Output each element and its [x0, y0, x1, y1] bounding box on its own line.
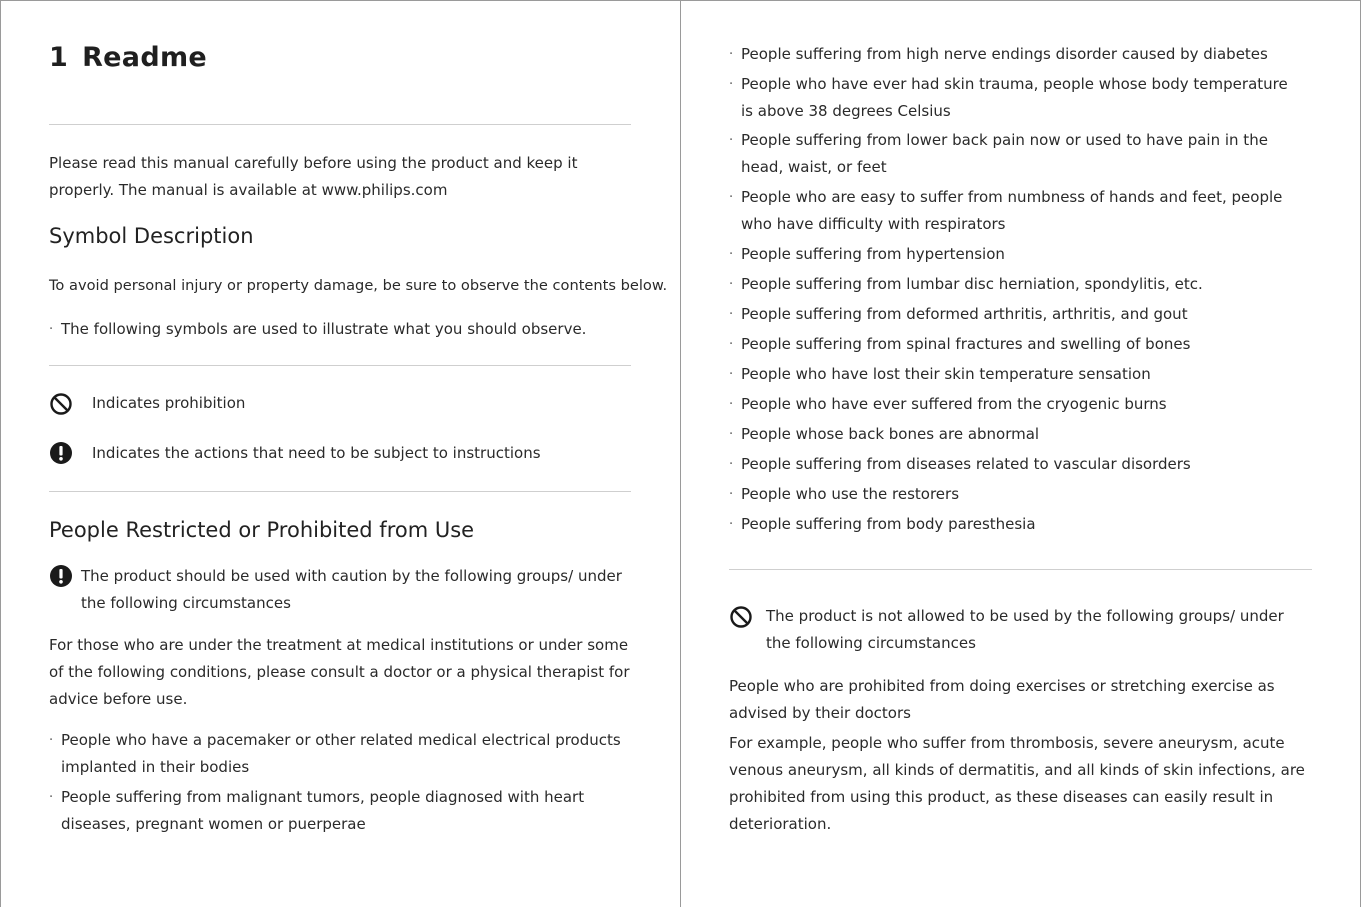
list-item — [729, 127, 1304, 181]
bullet-text: People who have ever had skin trauma, people whose body temperature is above 38 degrees Celsius — [741, 75, 1288, 120]
divider — [49, 491, 631, 492]
instruction-label: Indicates the actions that need to be subject to instructions — [92, 444, 541, 462]
bullet-text: People suffering from deformed arthritis, arthritis, and gout — [741, 305, 1188, 323]
list-item — [729, 391, 1314, 418]
caution-note: The product should be used with caution by the following groups/ under the following circumstances — [81, 567, 622, 612]
prohibition-label: Indicates prohibition — [92, 394, 246, 412]
list-item — [729, 71, 1289, 125]
bullet-text: People who are easy to suffer from numbness of hands and feet, people who have difficulty with respirators — [741, 188, 1283, 233]
bullet-text: People suffering from hypertension — [741, 245, 1005, 263]
bullet-text: People who have ever suffered from the cryogenic burns — [741, 395, 1167, 413]
bullet-text: People suffering from body paresthesia — [741, 515, 1036, 533]
symbol-intro: To avoid personal injury or property damage, be sure to observe the contents below. — [49, 277, 668, 294]
page-gutter-divider — [680, 0, 681, 907]
bullet-dot: · — [729, 397, 734, 412]
symbol-description-heading: Symbol Description — [49, 224, 254, 248]
list-item — [729, 301, 1314, 328]
list-item — [729, 361, 1314, 388]
list-item — [49, 784, 609, 838]
list-item — [729, 421, 1314, 448]
bullet-dot: · — [729, 247, 734, 262]
list-item — [729, 451, 1314, 478]
intro-paragraph: Please read this manual carefully before using the product and keep it properly. The manual is available at www.philips.com — [49, 154, 578, 199]
consult-paragraph: For those who are under the treatment at medical institutions or under some of the following conditions, please consult a doctor or a physical therapist for advice before use. — [49, 636, 630, 708]
list-item — [729, 331, 1314, 358]
prohibited-paragraph: People who are prohibited from doing exercises or stretching exercise as advised by their doctors — [729, 677, 1275, 722]
restricted-heading: People Restricted or Prohibited from Use — [49, 518, 475, 542]
bullet-text: People who have a pacemaker or other related medical electrical products implanted in their bodies — [61, 731, 621, 776]
bullet-text: People who use the restorers — [741, 485, 960, 503]
bullet-text: People suffering from malignant tumors, people diagnosed with heart diseases, pregnant women or puerperae — [61, 788, 585, 833]
list-item — [729, 481, 1314, 508]
list-item — [729, 271, 1314, 298]
bullet-text: People suffering from diseases related to vascular disorders — [741, 455, 1191, 473]
bullet-dot: · — [729, 337, 734, 352]
bullet-dot: · — [49, 322, 54, 337]
bullet-dot: · — [49, 733, 54, 748]
bullet-dot: · — [729, 77, 734, 92]
list-item — [729, 184, 1314, 238]
bullet-dot: · — [49, 790, 54, 805]
symbol-bullet — [49, 316, 631, 343]
page-title — [49, 42, 207, 73]
bullet-text: People suffering from lumbar disc herniation, spondylitis, etc. — [741, 275, 1203, 293]
divider — [49, 124, 631, 125]
bullet-text: People suffering from high nerve endings disorder caused by diabetes — [741, 45, 1268, 63]
prohibition-icon — [729, 605, 753, 629]
bullet-dot: · — [729, 487, 734, 502]
bullet-dot: · — [729, 517, 734, 532]
bullet-dot: · — [729, 307, 734, 322]
bullet-dot: · — [729, 457, 734, 472]
section-number: 1 — [49, 42, 69, 73]
bullet-dot: · — [729, 427, 734, 442]
bullet-dot: · — [729, 277, 734, 292]
bullet-dot: · — [729, 47, 734, 62]
divider — [729, 569, 1312, 570]
section-title: Readme — [82, 42, 207, 73]
list-item — [729, 241, 1314, 268]
list-item — [729, 41, 1309, 68]
bullet-dot: · — [729, 190, 734, 205]
bullet-text: People who have lost their skin temperature sensation — [741, 365, 1151, 383]
exclamation-icon — [49, 441, 73, 465]
list-item — [729, 511, 1314, 538]
bullet-dot: · — [729, 133, 734, 148]
prohibited-note: The product is not allowed to be used by the following groups/ under the following circumstances — [766, 607, 1284, 652]
list-item — [49, 727, 624, 781]
bullet-text: People whose back bones are abnormal — [741, 425, 1040, 443]
bullet-dot: · — [729, 367, 734, 382]
divider — [49, 365, 631, 366]
bullet-text: People suffering from spinal fractures and swelling of bones — [741, 335, 1191, 353]
caution-exclamation-icon — [49, 564, 73, 588]
example-paragraph: For example, people who suffer from thrombosis, severe aneurysm, acute venous aneurysm, all kinds of dermatitis, and all kinds of skin infections, are prohibited from using this product, as these diseases can easily result in deterioration. — [729, 734, 1305, 833]
bullet-text: The following symbols are used to illustrate what you should observe. — [61, 320, 587, 338]
prohibition-icon — [49, 392, 73, 416]
bullet-text: People suffering from lower back pain now or used to have pain in the head, waist, or feet — [741, 131, 1268, 176]
